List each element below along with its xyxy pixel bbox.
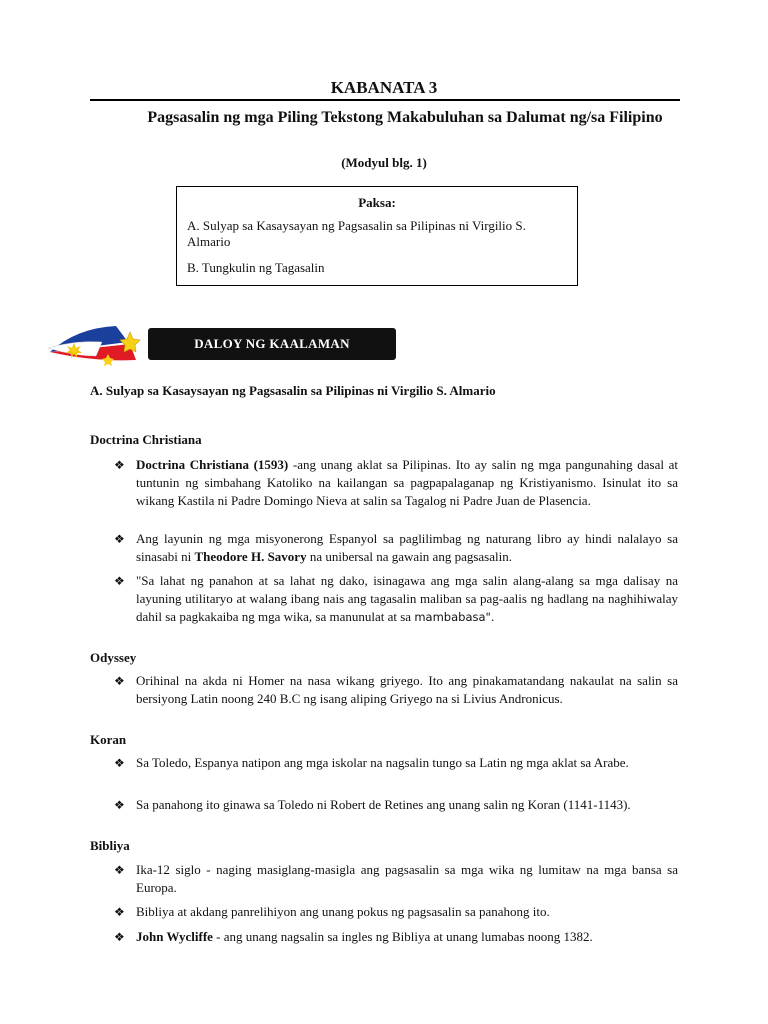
paragraph-doctrina-3 [136,572,678,626]
paragraph-bibliya-2: Bibliya at akdang panrelihiyon ang unang pokus ng pagsasalin sa panahong ito. [136,904,550,919]
bullet-icon: ❖ [114,863,125,877]
heading-bibliya: Bibliya [90,838,130,853]
bullet-icon: ❖ [114,458,125,472]
heading-odyssey: Odyssey [90,650,137,665]
bullet-icon: ❖ [114,905,125,919]
paragraph-doctrina-1 [136,456,678,510]
bold-term: Doctrina Christiana (1593) [136,457,289,472]
chapter-title: KABANATA 3 [330,78,438,97]
topic-item-a: A. Sulyap sa Kasaysayan ng Pagsasalin sa Pilipinas ni Virgilio S. Almario [187,218,526,249]
bullet-icon: ❖ [114,574,125,588]
paragraph-koran-2: Sa panahong ito ginawa sa Toledo ni Robert de Retines ang unang salin ng Koran (1141-1143). [136,797,631,812]
section-banner: DALOY NG KAALAMAN [148,328,396,360]
module-label: (Modyul blg. 1) [341,155,427,170]
topics-box [176,186,578,286]
document-title: Pagsasalin ng mga Piling Tekstong Makabuluhan sa Dalumat ng/sa Filipino [147,109,663,126]
paragraph-text: na unibersal na gawain ang pagsasalin. [306,549,512,564]
heading-koran: Koran [90,732,127,747]
section-heading: A. Sulyap sa Kasaysayan ng Pagsasalin sa Pilipinas ni Virgilio S. Almario [90,383,496,398]
paragraph-bibliya-3 [136,928,678,946]
topics-heading: Paksa: [358,195,396,210]
heading-doctrina: Doctrina Christiana [90,432,202,447]
title-divider [90,99,680,101]
paragraph-text: "Sa lahat ng panahon at sa lahat ng dako, isinagawa ang mga salin alang-alang sa mga dalisay na layuning utilitaryo at walang ibang nais ang tagasalin maliban sa pag-aalis ng hadlang na naghihiwalay dahil sa pagkakaiba ng mga wika, sa manunulat at sa [136,573,678,624]
paragraph-text: -ang unang aklat sa Pilipinas. Ito ay salin ng mga pangunahing dasal at tuntunin ng simbahang Katoliko na kailangan sa pagpapalaganap ng Kristiyanismo. Isinulat ito sa wikang Kastila ni Padre Domingo Nieva at salin sa Tagalog ni Padre Juan de Plasencia. [136,457,678,508]
bullet-icon: ❖ [114,674,125,688]
bold-term: John Wycliffe [136,929,213,944]
paragraph-text: - ang unang nagsalin sa ingles ng Bibliya at unang lumabas noong 1382. [212,929,593,944]
bold-term: Theodore H. Savory [194,549,307,564]
philippine-flag-icon [46,318,146,378]
bullet-icon: ❖ [114,532,125,546]
paragraph-koran-1: Sa Toledo, Espanya natipon ang mga iskolar na nagsalin tungo sa Latin ng mga aklat sa Arabe. [136,755,629,770]
paragraph-text-last: mambabasa". [414,610,495,624]
bullet-icon: ❖ [114,930,125,944]
paragraph-bibliya-1: Ika-12 siglo - naging masiglang-masigla ang pagsasalin sa mga wika ng lumitaw na mga bansa sa Europa. [136,862,678,895]
topic-item-b: B. Tungkulin ng Tagasalin [187,260,325,275]
paragraph-doctrina-2 [136,530,678,566]
paragraph-text: Ang layunin ng mga misyonerong Espanyol sa paglilimbag ng naturang libro ay hindi nalalayo sa sinasabi ni [136,531,678,564]
bullet-icon: ❖ [114,798,125,812]
paragraph-odyssey-1: Orihinal na akda ni Homer na nasa wikang griyego. Ito ang pinakamatandang nakaulat na salin sa bersiyong Latin noong 240 B.C ng isang aliping Griyego na si Livius Andronicus. [136,673,678,706]
bullet-icon: ❖ [114,756,125,770]
